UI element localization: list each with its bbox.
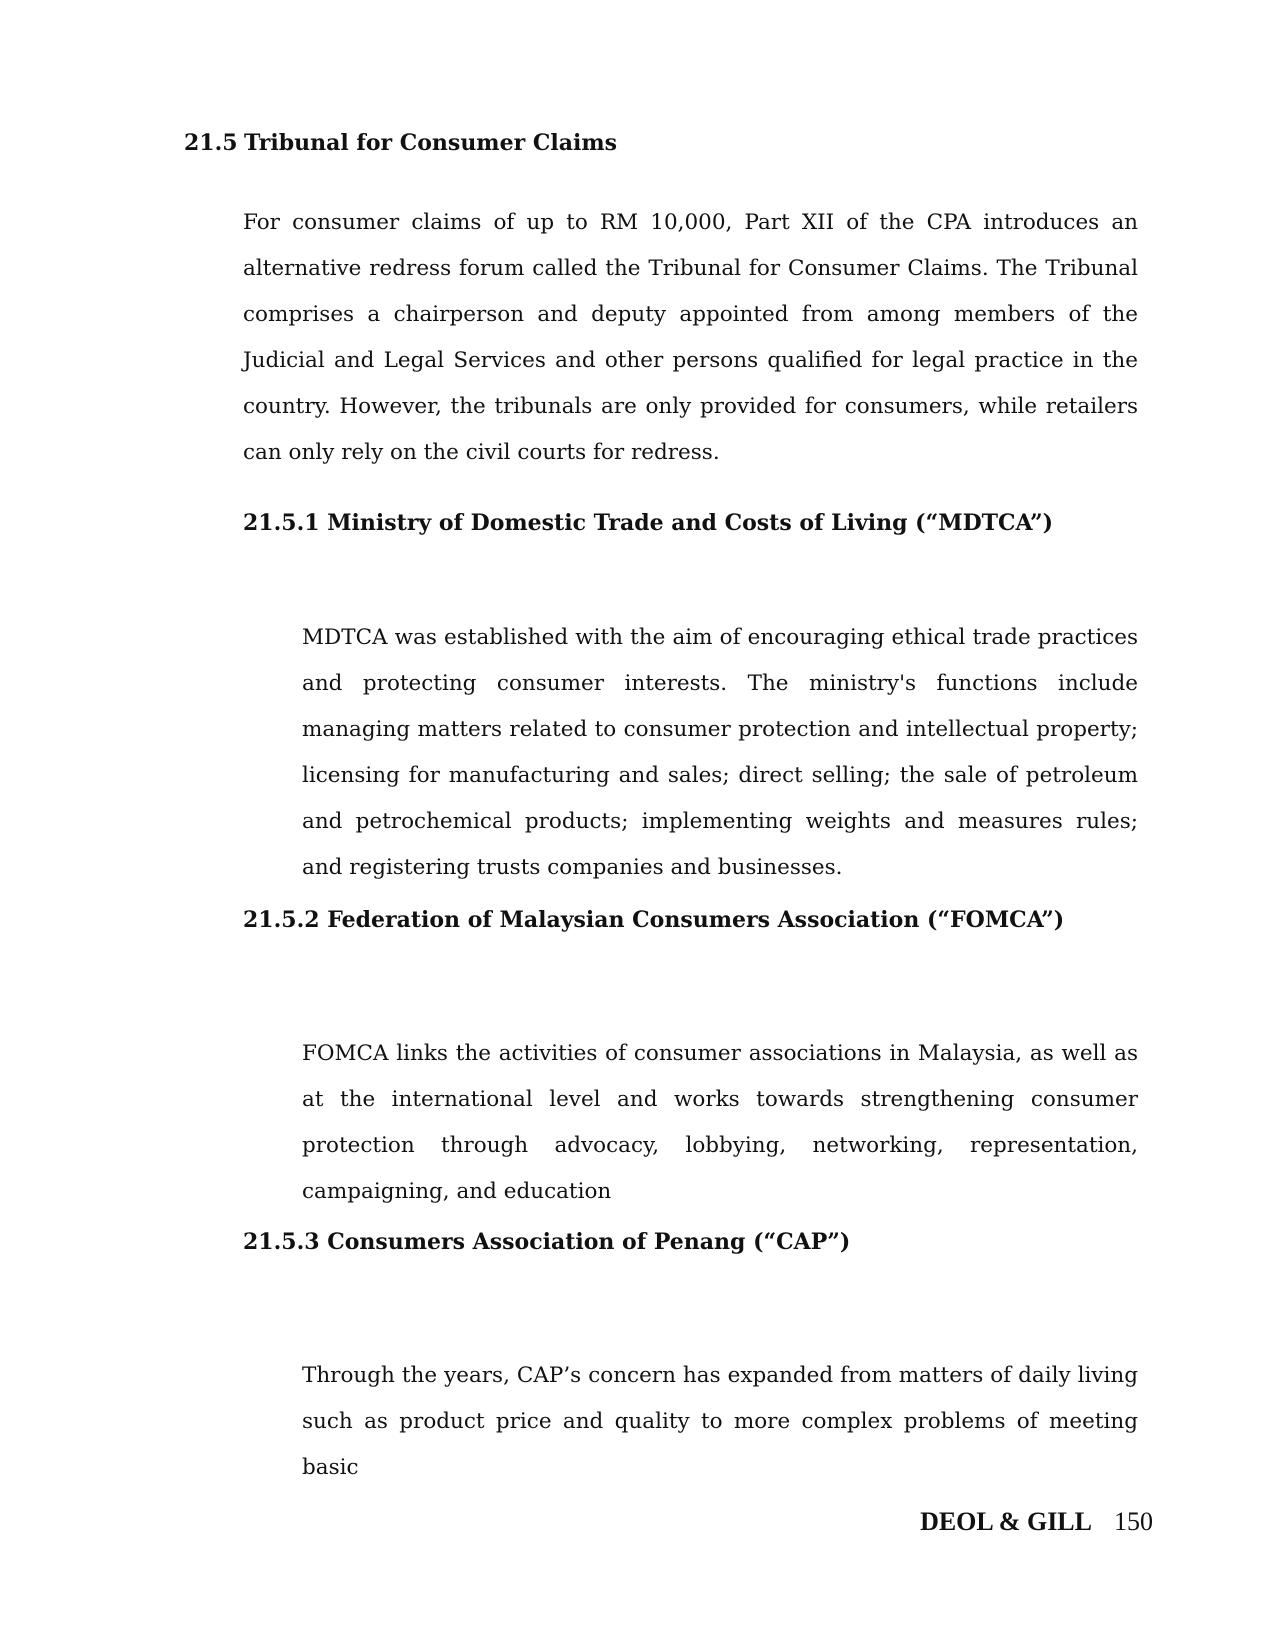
section-number: 21.5 xyxy=(184,130,238,156)
page-number: 150 xyxy=(1114,1507,1153,1536)
section-paragraph: For consumer claims of up to RM 10,000, Part XII of the CPA introduces an alternative redress forum called the Tribunal for Consumer Claims. The Tribunal comprises a chairperson and deputy appointed from among members of the Judicial and Legal Services and other persons qualified for legal practice in the country. However, the tribunals are only provided for consumers, while retailers can only rely on the civil courts for redress. xyxy=(243,210,1138,465)
page-footer xyxy=(0,1507,1153,1537)
subsection-heading-mdtca: 21.5.1 Ministry of Domestic Trade and Costs of Living (“MDTCA”) xyxy=(243,510,1054,536)
subsection-heading-cap: 21.5.3 Consumers Association of Penang (“CAP”) xyxy=(243,1229,851,1255)
section-title: Tribunal for Consumer Claims xyxy=(244,130,617,156)
subsection-paragraph-cap: Through the years, CAP’s concern has expanded from matters of daily living such as product price and quality to more complex problems of meeting basic xyxy=(302,1363,1138,1480)
subsection-paragraph-mdtca: MDTCA was established with the aim of encouraging ethical trade practices and protecting consumer interests. The ministry's functions include managing matters related to consumer protection and intellectual property; licensing for manufacturing and sales; direct selling; the sale of petroleum and petrochemical products; implementing weights and measures rules; and registering trusts companies and businesses. xyxy=(302,625,1138,880)
footer-firm-name: DEOL & GILL xyxy=(920,1507,1092,1536)
subsection-heading-fomca: 21.5.2 Federation of Malaysian Consumers Association (“FOMCA”) xyxy=(243,907,1065,933)
subsection-paragraph-fomca: FOMCA links the activities of consumer associations in Malaysia, as well as at the international level and works towards strengthening consumer protection through advocacy, lobbying, networking, representation, campaigning, and education xyxy=(302,1041,1138,1204)
section-heading xyxy=(184,130,617,156)
